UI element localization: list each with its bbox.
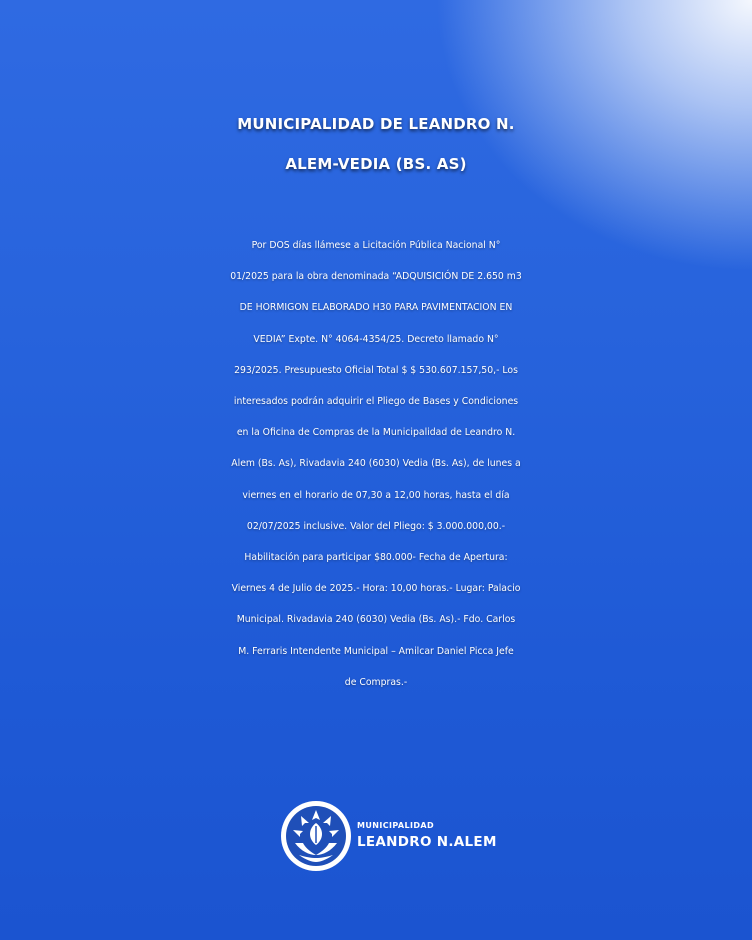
announcement-body	[0, 230, 752, 698]
body-line: interesados podrán adquirir el Pliego de Bases y Condiciones	[233, 396, 519, 408]
logo-text	[357, 821, 497, 851]
body-line: de Compras.-	[344, 676, 408, 688]
body-line: 02/07/2025 inclusive. Valor del Pliego: $ 3.000.000,00.-	[246, 520, 506, 532]
body-line: Por DOS días llámese a Licitación Pública Nacional N°	[251, 240, 501, 251]
municipal-emblem-icon	[279, 799, 353, 873]
body-line: VEDIA” Expte. N° 4064-4354/25. Decreto llamado N°	[253, 333, 499, 345]
body-line: viernes en el horario de 07,30 a 12,00 horas, hasta el día	[242, 489, 510, 501]
body-line: 293/2025. Presupuesto Oficial Total $ $ 530.607.157,50,- Los	[234, 364, 518, 376]
logo-name: LEANDRO N.ALEM	[357, 834, 497, 850]
body-line: en la Oficina de Compras de la Municipalidad de Leandro N.	[236, 427, 516, 439]
body-line: Municipal. Rivadavia 240 (6030) Vedia (Bs. As).- Fdo. Carlos	[236, 614, 516, 626]
body-line: M. Ferraris Intendente Municipal – Amilcar Daniel Picca Jefe	[238, 645, 514, 657]
municipal-logo	[279, 798, 497, 874]
body-line: 01/2025 para la obra denominada “ADQUISICIÓN DE 2.650 m3	[230, 271, 522, 283]
title-line: ALEM-VEDIA (BS. AS)	[285, 155, 467, 173]
body-line: Habilitación para participar $80.000- Fecha de Apertura:	[244, 552, 508, 564]
logo-subtitle: MUNICIPALIDAD	[357, 821, 435, 830]
page-title	[0, 104, 752, 184]
body-line: DE HORMIGON ELABORADO H30 PARA PAVIMENTACION EN	[239, 302, 513, 314]
body-line: Alem (Bs. As), Rivadavia 240 (6030) Vedia (Bs. As), de lunes a	[231, 458, 521, 470]
body-line: Viernes 4 de Julio de 2025.- Hora: 10,00 horas.- Lugar: Palacio	[231, 583, 521, 595]
title-line: MUNICIPALIDAD DE LEANDRO N.	[237, 115, 515, 133]
